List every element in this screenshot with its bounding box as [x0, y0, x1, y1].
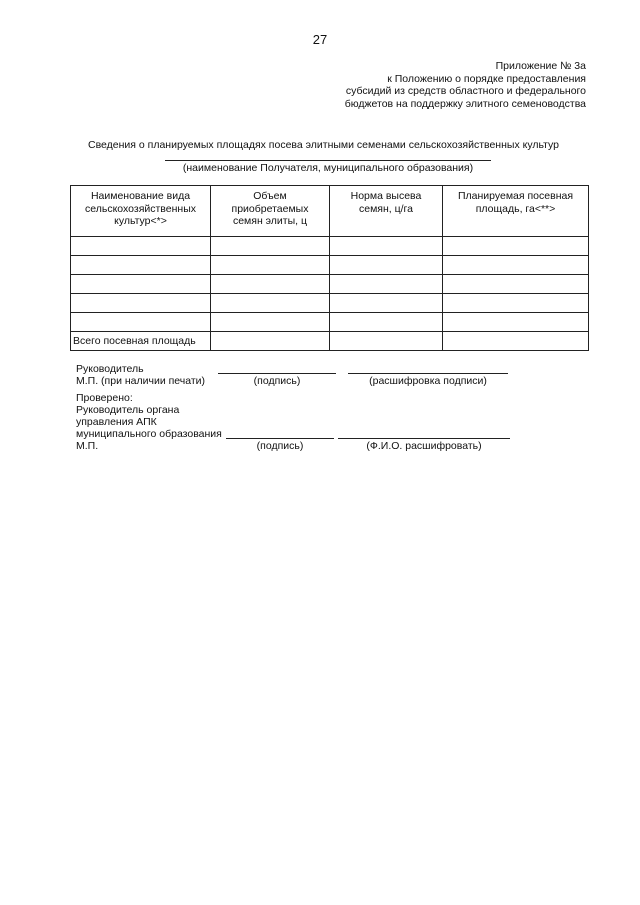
- appendix-line: к Положению о порядке предоставления: [387, 72, 586, 85]
- page-number: 27: [312, 32, 328, 47]
- header-text: Норма высева: [350, 190, 422, 202]
- checked-label: Проверено:: [76, 392, 133, 404]
- header-text: Наименование вида: [90, 190, 191, 202]
- fio-caption: (Ф.И.О. расшифровать): [366, 440, 482, 452]
- table-cell[interactable]: [330, 256, 443, 275]
- table-header-row: [71, 186, 589, 237]
- table-cell[interactable]: [71, 294, 211, 313]
- recipient-name-field[interactable]: [165, 160, 491, 161]
- appendix-line: субсидий из средств областного и федерального: [345, 85, 586, 97]
- signature-decoding-line[interactable]: [348, 373, 508, 374]
- agency-head-label: Руководитель органа: [76, 404, 180, 416]
- signature-caption: (подпись): [253, 375, 301, 387]
- stamp-label: М.П. (при наличии печати): [76, 375, 206, 387]
- table-cell[interactable]: [443, 332, 589, 351]
- table-cell[interactable]: [71, 275, 211, 294]
- document-title: Сведения о планируемых площадях посева элитными семенами сельскохозяйственных культур: [88, 139, 560, 151]
- table-row: [71, 313, 589, 332]
- table-cell[interactable]: [211, 332, 330, 351]
- table-cell[interactable]: [71, 256, 211, 275]
- table-cell[interactable]: [71, 313, 211, 332]
- header-text: сельскохозяйственных: [85, 202, 196, 215]
- agency-signature-line[interactable]: [226, 438, 334, 439]
- table-cell[interactable]: [211, 256, 330, 275]
- table-cell[interactable]: [330, 294, 443, 313]
- municipality-label: муниципального образования: [76, 428, 222, 440]
- table-total-row: [71, 332, 589, 351]
- table-row: [71, 294, 589, 313]
- appendix-header: [345, 60, 586, 110]
- table-cell[interactable]: [443, 275, 589, 294]
- header-text: Планируемая посевная: [457, 190, 574, 202]
- table-cell[interactable]: [443, 256, 589, 275]
- table-row: [71, 237, 589, 256]
- mp-label: М.П.: [76, 440, 99, 452]
- table-cell[interactable]: [443, 237, 589, 256]
- header-text: семян элиты, ц: [232, 215, 308, 227]
- table-cell[interactable]: [211, 294, 330, 313]
- table-cell[interactable]: [443, 313, 589, 332]
- table-cell[interactable]: [71, 237, 211, 256]
- header-seeding-rate: [330, 186, 443, 237]
- table-row: [71, 275, 589, 294]
- head-label: Руководитель: [76, 363, 144, 375]
- table-cell[interactable]: [330, 237, 443, 256]
- table-cell[interactable]: [211, 313, 330, 332]
- header-text: Объем: [253, 190, 287, 202]
- table-cell[interactable]: [211, 275, 330, 294]
- table-cell[interactable]: [330, 313, 443, 332]
- header-text: семян, ц/га: [359, 202, 413, 215]
- header-text: культур<*>: [114, 215, 167, 227]
- table-row: [71, 256, 589, 275]
- header-text: приобретаемых: [231, 202, 309, 215]
- planting-areas-table: [70, 185, 589, 351]
- header-seed-volume: [211, 186, 330, 237]
- header-text: площадь, га<**>: [475, 202, 556, 215]
- agency-name-label: управления АПК: [76, 416, 157, 428]
- table-cell[interactable]: [330, 275, 443, 294]
- header-crop-type: [71, 186, 211, 237]
- table-cell[interactable]: [443, 294, 589, 313]
- table-cell[interactable]: [330, 332, 443, 351]
- table-cell[interactable]: [211, 237, 330, 256]
- agency-fio-line[interactable]: [338, 438, 510, 439]
- recipient-caption: (наименование Получателя, муниципального образования): [182, 162, 474, 174]
- total-area-label: Всего посевная площадь: [71, 332, 211, 351]
- appendix-line: Приложение № 3а: [495, 60, 586, 72]
- header-planned-area: [443, 186, 589, 237]
- appendix-line: бюджетов на поддержку элитного семеноводства: [344, 97, 586, 110]
- agency-signature-caption: (подпись): [256, 440, 304, 452]
- signature-line[interactable]: [218, 373, 336, 374]
- decoding-caption: (расшифровка подписи): [369, 375, 487, 387]
